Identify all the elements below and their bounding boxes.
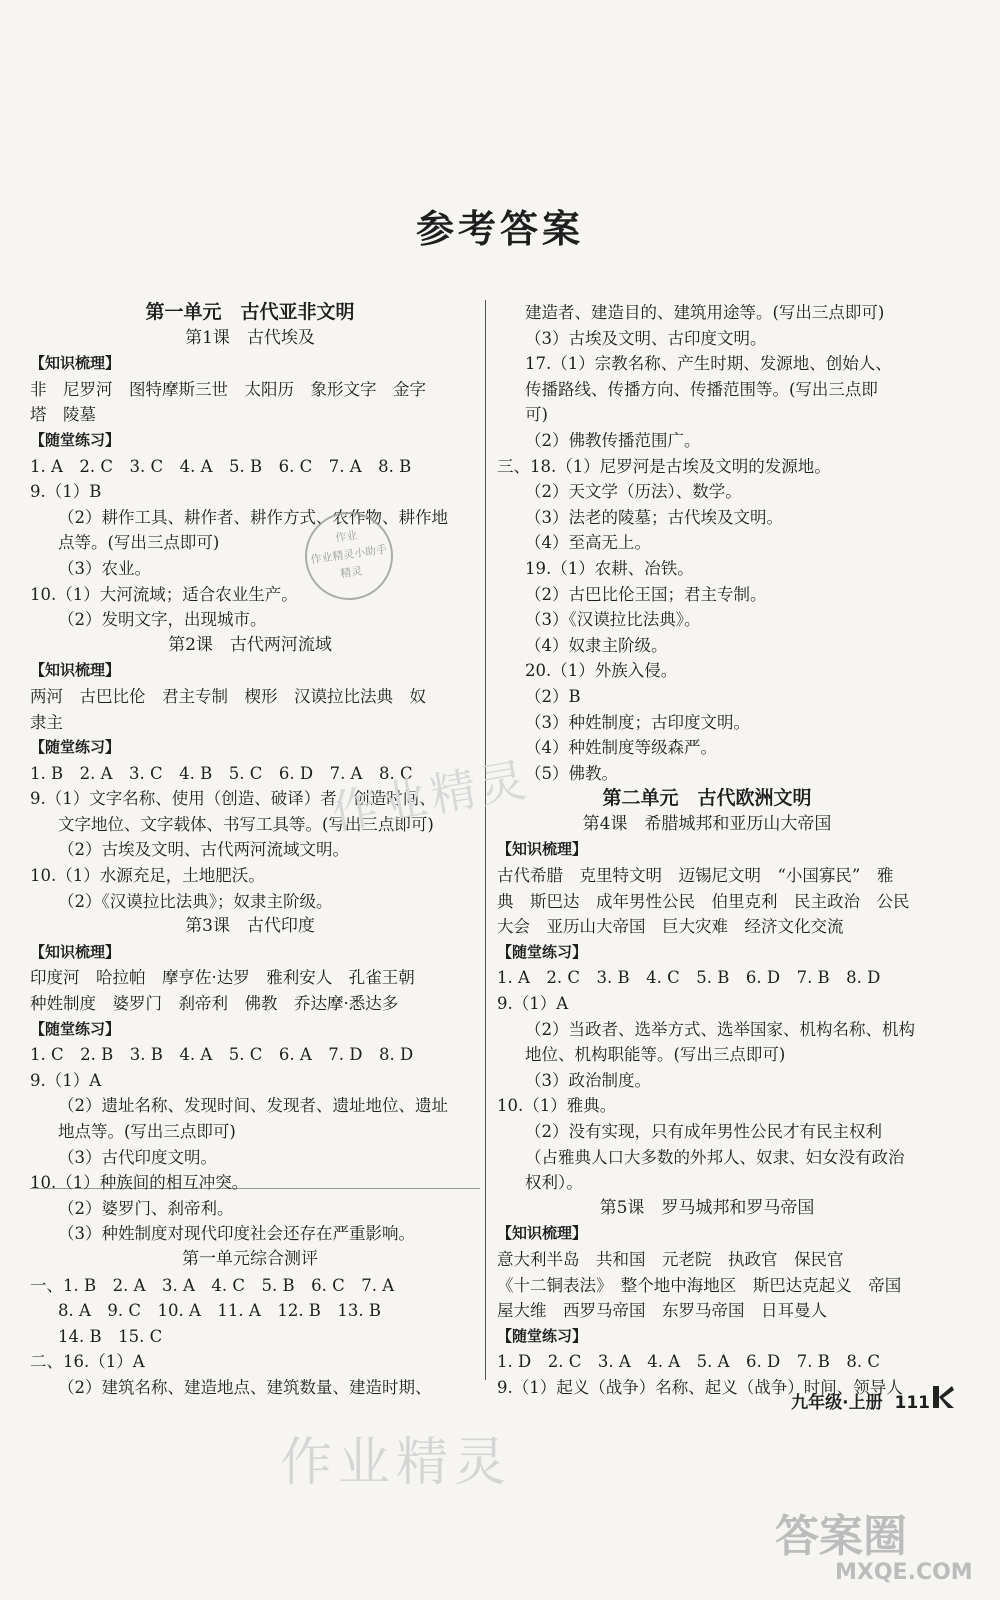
- answer-line: 1. C 2. B 3. B 4. A 5. C 6. A 7. D 8. D: [30, 1045, 414, 1065]
- grade-label: 九年级·上册: [791, 1393, 883, 1413]
- right-column: [497, 300, 917, 1401]
- answer-line: （2）婆罗门、刹帝利。: [58, 1198, 234, 1218]
- answer-line: 8. A 9. C 10. A 11. A 12. B 13. B: [58, 1301, 382, 1321]
- answer-line: （2）耕作工具、耕作者、耕作方式、农作物、耕作地: [58, 507, 448, 527]
- answer-line: （2）天文学（历法）、数学。: [525, 482, 742, 502]
- answer-line: 9.（1）起义（战争）名称、起义（战争）时间、领导人: [497, 1377, 903, 1397]
- answer-line: （2）古巴比伦王国；君主专制。: [525, 584, 767, 604]
- section-label: 【随堂练习】: [497, 1326, 588, 1345]
- section-label: 【知识梳理】: [497, 840, 588, 859]
- answer-line: 9.（1）A: [30, 1070, 102, 1090]
- answer-line: 9.（1）文字名称、使用（创造、破译）者、创造时间、: [30, 789, 436, 809]
- answer-line: （2）古埃及文明、古代两河流域文明。: [58, 840, 349, 860]
- section-label: 【随堂练习】: [30, 738, 121, 757]
- answer-line: 1. D 2. C 3. A 4. A 5. A 6. D 7. B 8. C: [497, 1352, 880, 1372]
- answer-line: （2）B: [525, 686, 581, 706]
- answer-line: 10.（1）雅典。: [497, 1096, 617, 1116]
- lesson-heading: 第4课 希腊城邦和亚历山大帝国: [582, 813, 832, 834]
- section-label: 【知识梳理】: [30, 942, 121, 961]
- answer-line: 20.（1）外族入侵。: [525, 661, 678, 681]
- section-label: 【随堂练习】: [497, 942, 588, 961]
- answer-line: 三、18.（1）尼罗河是古埃及文明的发源地。: [497, 456, 831, 476]
- answer-line: （2）没有实现，只有成年男性公民才有民主权利: [525, 1122, 882, 1141]
- answer-line: （2）《汉谟拉比法典》；奴隶主阶级。: [58, 891, 333, 911]
- unit-heading: 第一单元 古代亚非文明: [145, 301, 355, 323]
- answer-line: 19.（1）农耕、冶铁。: [525, 558, 694, 578]
- answer-line: （3）法老的陵墓；古代埃及文明。: [525, 507, 783, 527]
- lesson-heading: 第5课 罗马城邦和罗马帝国: [599, 1197, 815, 1218]
- answer-line: 一、1. B 2. A 3. A 4. C 5. B 6. C 7. A: [30, 1275, 395, 1295]
- left-column: [30, 300, 470, 1401]
- lesson-heading: 第3课 古代印度: [185, 916, 315, 937]
- answer-line: 1. A 2. C 3. C 4. A 5. B 6. C 7. A 8. B: [30, 456, 412, 476]
- answer-line: 1. B 2. A 3. C 4. B 5. C 6. D 7. A 8. C: [30, 763, 413, 783]
- answer-line: （3）农业。: [58, 558, 151, 578]
- answer-line: （3）《汉谟拉比法典》。: [525, 610, 701, 630]
- answer-line: 典 斯巴达 成年男性公民 伯里克利 民主政治 公民: [497, 891, 910, 911]
- answer-line: 9.（1）A: [497, 994, 569, 1014]
- answer-line: （3）政治制度。: [525, 1070, 651, 1090]
- answer-line: （2）建筑名称、建造地点、建筑数量、建造时期、: [58, 1377, 432, 1397]
- answer-line: 14. B 15. C: [58, 1326, 163, 1346]
- answer-line: （5）佛教。: [525, 763, 618, 783]
- homework-stamp: 作业 作业精灵小助手 精灵: [299, 506, 398, 605]
- column-divider: [485, 300, 486, 1380]
- page-footer: [791, 1388, 930, 1413]
- answer-line: （3）古代印度文明。: [58, 1147, 217, 1167]
- answer-line: 10.（1）种族间的相互冲突。: [30, 1173, 249, 1193]
- answer-line: （3）古埃及文明、古印度文明。: [525, 328, 767, 348]
- section-label: 【知识梳理】: [30, 661, 121, 680]
- watermark-bottom: 作业精灵: [280, 1433, 513, 1493]
- watermark-logo: 答案圈: [775, 1511, 907, 1562]
- answer-line: 10.（1）水源充足，土地肥沃。: [30, 866, 265, 886]
- answer-line: 可): [525, 405, 548, 425]
- page-number: 111: [894, 1393, 930, 1413]
- answer-line: 点等。(写出三点即可): [58, 533, 220, 553]
- section-label: 【知识梳理】: [30, 354, 121, 373]
- answer-line: 隶主: [30, 712, 63, 732]
- answer-line: 地位、机构职能等。(写出三点即可): [525, 1045, 786, 1065]
- watermark-middle: 作业精灵: [327, 751, 534, 840]
- answer-line: 二、16.（1）A: [30, 1352, 145, 1372]
- answer-line: （4）种姓制度等级森严。: [525, 738, 717, 758]
- answer-line: 古代希腊 克里特文明 迈锡尼文明 “小国寡民” 雅: [497, 866, 894, 886]
- answer-line: 文字地位、文字载体、书写工具等。(写出三点即可): [58, 814, 434, 834]
- page-title: 参考答案: [415, 207, 584, 251]
- answer-line: 1. A 2. C 3. B 4. C 5. B 6. D 7. B 8. D: [497, 968, 881, 988]
- answer-line: 传播路线、传播方向、传播范围等。(写出三点即: [525, 379, 878, 399]
- lesson-heading: 第1课 古代埃及: [185, 327, 315, 348]
- answer-line: （4）至高无上。: [525, 533, 651, 553]
- section-label: 【随堂练习】: [30, 1019, 121, 1038]
- answer-line: 地点等。(写出三点即可): [58, 1122, 236, 1141]
- answer-line: （占雅典人口大多数的外邦人、奴隶、妇女没有政治: [525, 1147, 905, 1167]
- answer-line: 印度河 哈拉帕 摩亨佐·达罗 雅利安人 孔雀王朝: [30, 968, 415, 988]
- answer-line: 权利）。: [525, 1173, 583, 1193]
- unit-heading: 第二单元 古代欧洲文明: [602, 787, 812, 810]
- answer-line: 种姓制度 婆罗门 刹帝利 佛教 乔达摩·悉达多: [30, 994, 399, 1014]
- section-label: 【知识梳理】: [497, 1224, 588, 1243]
- answer-line: 建造者、建造目的、建筑用途等。(写出三点即可): [525, 303, 885, 322]
- answer-line: 屋大维 西罗马帝国 东罗马帝国 日耳曼人: [497, 1301, 827, 1321]
- answer-line: （4）奴隶主阶级。: [525, 635, 668, 655]
- section-label: 【随堂练习】: [30, 430, 121, 449]
- brand-logo-icon: [930, 1384, 956, 1410]
- answer-line: 意大利半岛 共和国 元老院 执政官 保民官: [497, 1249, 844, 1269]
- answer-line: 17.（1）宗教名称、产生时期、发源地、创始人、: [525, 354, 892, 374]
- answer-line: 9.（1）B: [30, 482, 102, 502]
- answer-line: 塔 陵墓: [30, 405, 96, 425]
- lesson-heading: 第2课 古代两河流域: [168, 634, 332, 655]
- answer-line: （2）发明文字，出现城市。: [58, 610, 267, 630]
- answer-line: （2）遗址名称、发现时间、发现者、遗址地位、遗址: [58, 1096, 448, 1116]
- answer-line: （2）佛教传播范围广。: [525, 430, 701, 450]
- answer-line: 《十二铜表法》 整个地中海地区 斯巴达克起义 帝国: [497, 1275, 902, 1295]
- answer-line: （3）种姓制度对现代印度社会还存在严重影响。: [58, 1224, 415, 1244]
- answer-line: （2）当政者、选举方式、选举国家、机构名称、机构: [525, 1019, 915, 1039]
- answer-line: 两河 古巴比伦 君主专制 楔形 汉谟拉比法典 奴: [30, 686, 426, 706]
- answer-line: （3）种姓制度；古印度文明。: [525, 712, 750, 732]
- answer-line: 大会 亚历山大帝国 巨大灾难 经济文化交流: [497, 917, 844, 937]
- answer-line: 非 尼罗河 图特摩斯三世 太阳历 象形文字 金字: [30, 379, 426, 399]
- lesson-heading: 第一单元综合测评: [182, 1248, 318, 1269]
- answer-line: 10.（1）大河流域；适合农业生产。: [30, 584, 298, 604]
- watermark-url: MXQE.COM: [835, 1560, 973, 1585]
